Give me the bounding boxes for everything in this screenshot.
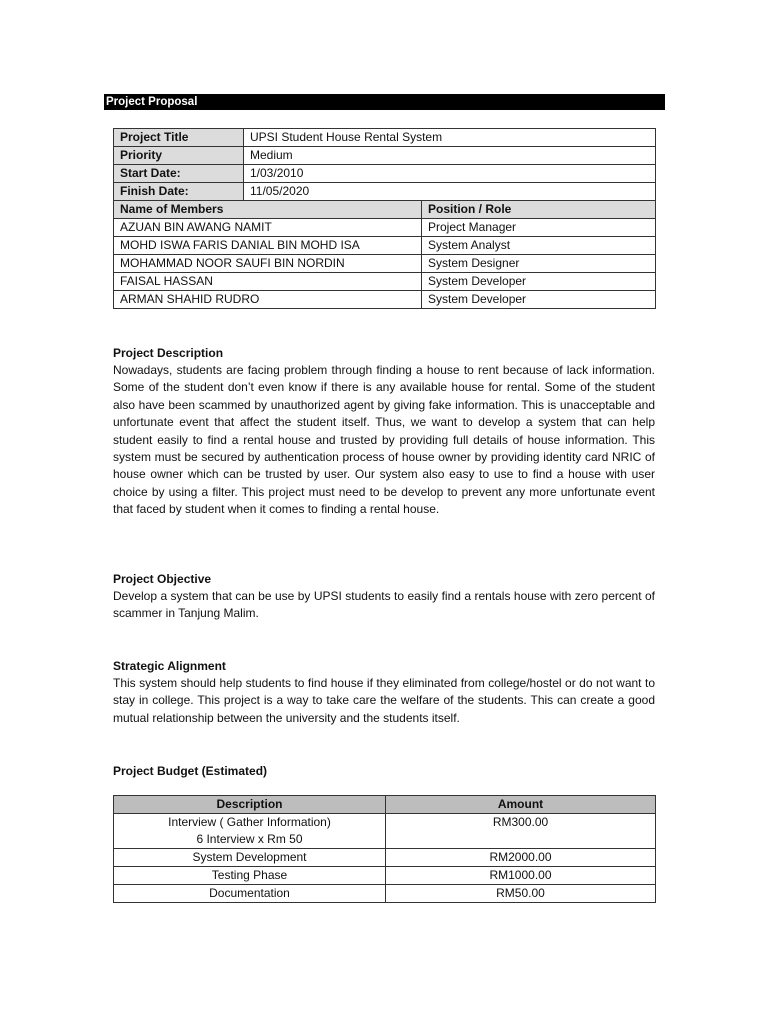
strategic-text: This system should help students to find house if they eliminated from college/hostel or do not want to stay in college. This project is a way to take care the welfare of the students. This can create a good mutual relationship between the university and the students itself. [113, 676, 655, 725]
table-row [114, 165, 656, 183]
table-row [114, 849, 656, 867]
member-role: Project Manager [422, 219, 656, 237]
description-text: Nowadays, students are facing problem through finding a house to rent because of lack information. Some of the student don’t even know if there is any available house for rental. Some of the student also have been scammed by unauthorized agent by giving fake information. This is unacceptable and unfortunate event that affect the student itself. Thus, we want to develop a system that can help student easily to find a rental house and trusted by providing full details of house information. This system must be secured by authentication process of house owner by providing identity card NRIC of house owner which can be trusted by user. Our system also easy to use to find a house with user choice by using a filter. This project must need to be develop to prevent any more unfortunate event that faced by student when it comes to finding a rental house. [113, 363, 655, 517]
strategic-section [113, 657, 655, 727]
table-row [114, 183, 656, 201]
objective-section [113, 570, 655, 623]
priority-value: Medium [244, 147, 656, 165]
table-row [114, 273, 656, 291]
budget-description-header: Description [114, 796, 386, 814]
objective-text: Develop a system that can be use by UPSI students to easily find a rentals house with zero percent of scammer in Tanjung Malim. [113, 589, 655, 621]
start-date-value: 1/03/2010 [244, 165, 656, 183]
members-header: Name of Members [114, 201, 422, 219]
budget-description-line: 6 Interview x Rm 50 [196, 832, 303, 846]
member-name: MOHAMMAD NOOR SAUFI BIN NORDIN [114, 255, 422, 273]
member-name: ARMAN SHAHID RUDRO [114, 291, 422, 309]
budget-amount: RM2000.00 [386, 849, 656, 867]
member-role: System Developer [422, 273, 656, 291]
budget-table [113, 795, 656, 903]
budget-description: Documentation [114, 885, 386, 903]
project-title-value: UPSI Student House Rental System [244, 129, 656, 147]
table-row [114, 255, 656, 273]
project-info-table [113, 128, 656, 309]
member-role: System Analyst [422, 237, 656, 255]
table-row [114, 129, 656, 147]
budget-header-row [114, 796, 656, 814]
project-title-label: Project Title [114, 129, 244, 147]
member-name: FAISAL HASSAN [114, 273, 422, 291]
budget-amount: RM300.00 [386, 814, 656, 849]
budget-heading: Project Budget (Estimated) [113, 764, 268, 778]
budget-description-line: Interview ( Gather Information) [168, 815, 331, 829]
table-row [114, 867, 656, 885]
member-role: System Designer [422, 255, 656, 273]
finish-date-value: 11/05/2020 [244, 183, 656, 201]
strategic-heading: Strategic Alignment [113, 659, 226, 673]
budget-amount-header: Amount [386, 796, 656, 814]
description-section [113, 344, 655, 519]
budget-amount: RM50.00 [386, 885, 656, 903]
table-row [114, 237, 656, 255]
role-header: Position / Role [422, 201, 656, 219]
budget-description: Testing Phase [114, 867, 386, 885]
proposal-banner: Project Proposal [104, 94, 665, 110]
members-header-row [114, 201, 656, 219]
table-row [114, 219, 656, 237]
table-row [114, 814, 656, 849]
member-name: MOHD ISWA FARIS DANIAL BIN MOHD ISA [114, 237, 422, 255]
budget-description [114, 814, 386, 849]
member-name: AZUAN BIN AWANG NAMIT [114, 219, 422, 237]
member-role: System Developer [422, 291, 656, 309]
description-heading: Project Description [113, 346, 224, 360]
table-row [114, 147, 656, 165]
finish-date-label: Finish Date: [114, 183, 244, 201]
budget-amount: RM1000.00 [386, 867, 656, 885]
table-row [114, 885, 656, 903]
priority-label: Priority [114, 147, 244, 165]
budget-description: System Development [114, 849, 386, 867]
table-row [114, 291, 656, 309]
start-date-label: Start Date: [114, 165, 244, 183]
budget-section [113, 762, 655, 780]
objective-heading: Project Objective [113, 572, 212, 586]
